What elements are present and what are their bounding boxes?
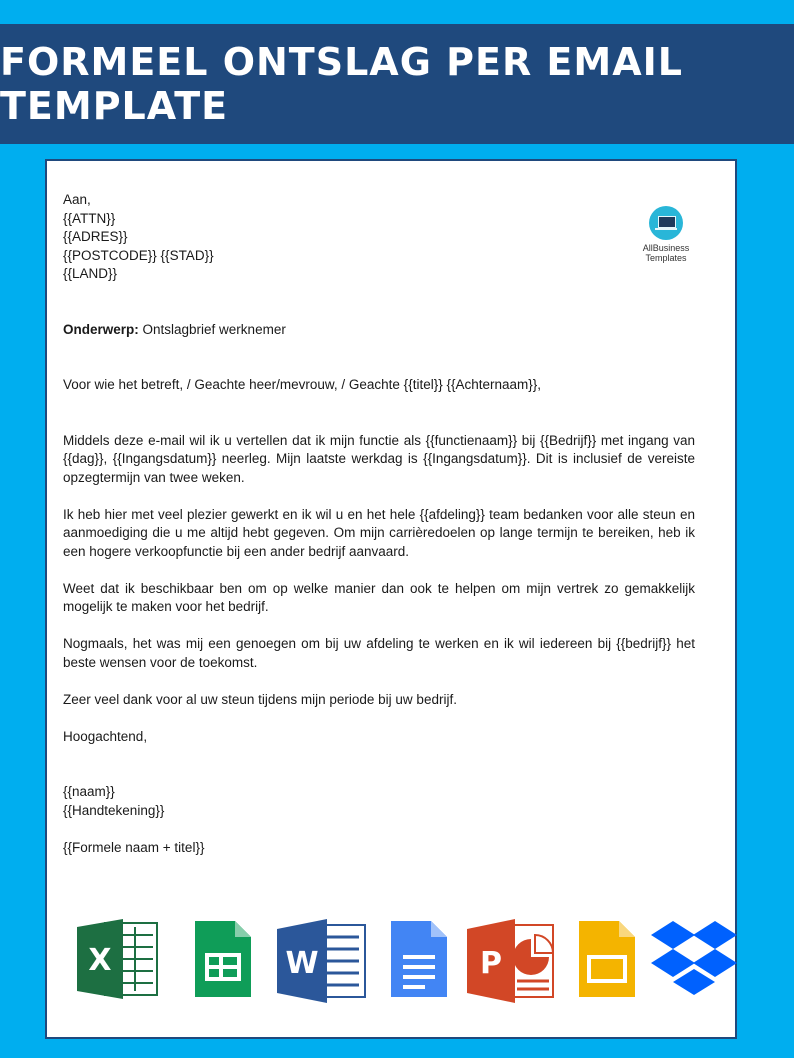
address-line: {{LAND}} xyxy=(63,266,118,281)
address-line: {{POSTCODE}} {{STAD}} xyxy=(63,247,214,263)
paragraph-1: Middels deze e-mail wil ik u vertellen dat ik mijn functie als {{functienaam}} bij {{Bedrijf}} met ingang van {{dag}}, {{Ingangsdatum}} neerleg. Mijn laatste werkdag is {{Ingangsdatum}}. Dit is inclusief de vereiste opzegtermijn van twee weken. xyxy=(63,432,695,485)
document-page xyxy=(45,159,737,1039)
subject-label: Onderwerp: xyxy=(63,321,139,337)
dropbox-icon[interactable] xyxy=(649,917,739,1005)
sender-name: {{naam}} xyxy=(63,784,115,799)
svg-text:W: W xyxy=(285,946,319,981)
logo-line-1: AllBusiness xyxy=(642,243,690,253)
svg-text:P: P xyxy=(480,946,502,981)
powerpoint-icon[interactable] xyxy=(465,917,555,1005)
paragraph-2: Ik heb hier met veel plezier gewerkt en ik wil u en het hele {{afdeling}} team bedanken voor alle steun en aanmoediging die u me altijd hebt gegeven. Om mijn carrièredoelen op lange termijn te bereiken, heb ik een hogere verkoopfunctie bij een ander bedrijf aanvaard. xyxy=(63,506,695,559)
signature: {{Handtekening}} xyxy=(63,802,165,818)
google-sheets-icon[interactable] xyxy=(191,917,255,1001)
svg-text:X: X xyxy=(88,943,112,978)
paragraph-3: Weet dat ik beschikbaar ben om op welke manier dan ook te helpen om mijn vertrek zo gemakkelijk mogelijk te maken voor het bedrijf. xyxy=(63,580,695,614)
closing: Hoogachtend, xyxy=(63,728,148,744)
address-line: {{ADRES}} xyxy=(63,229,128,244)
word-icon[interactable] xyxy=(275,917,369,1005)
top-band xyxy=(0,0,794,24)
paragraph-5: Zeer veel dank voor al uw steun tijdens mijn periode bij uw bedrijf. xyxy=(63,691,457,707)
google-slides-icon[interactable] xyxy=(575,917,639,1001)
page-title: FORMEEL ONTSLAG PER EMAIL TEMPLATE xyxy=(0,40,683,128)
address-line: Aan, xyxy=(63,192,91,207)
logo-line-2: Templates xyxy=(645,253,687,263)
excel-icon[interactable] xyxy=(75,917,159,1001)
subject-text: Ontslagbrief werknemer xyxy=(138,321,286,337)
subject-line xyxy=(63,321,695,340)
formal-name: {{Formele naam + titel}} xyxy=(63,839,205,855)
google-docs-icon[interactable] xyxy=(387,917,451,1001)
title-banner xyxy=(0,24,794,144)
paragraph-4: Nogmaals, het was mij een genoegen om bij uw afdeling te werken en ik wil iedereen bij {{bedrijf}} het beste wensen voor de toekomst. xyxy=(63,636,695,670)
app-icons-row xyxy=(75,917,735,1009)
address-line: {{ATTN}} xyxy=(63,210,116,226)
letter-body xyxy=(63,191,695,857)
salutation: Voor wie het betreft, / Geachte heer/mevrouw, / Geachte {{titel}} {{Achternaam}}, xyxy=(63,377,542,392)
